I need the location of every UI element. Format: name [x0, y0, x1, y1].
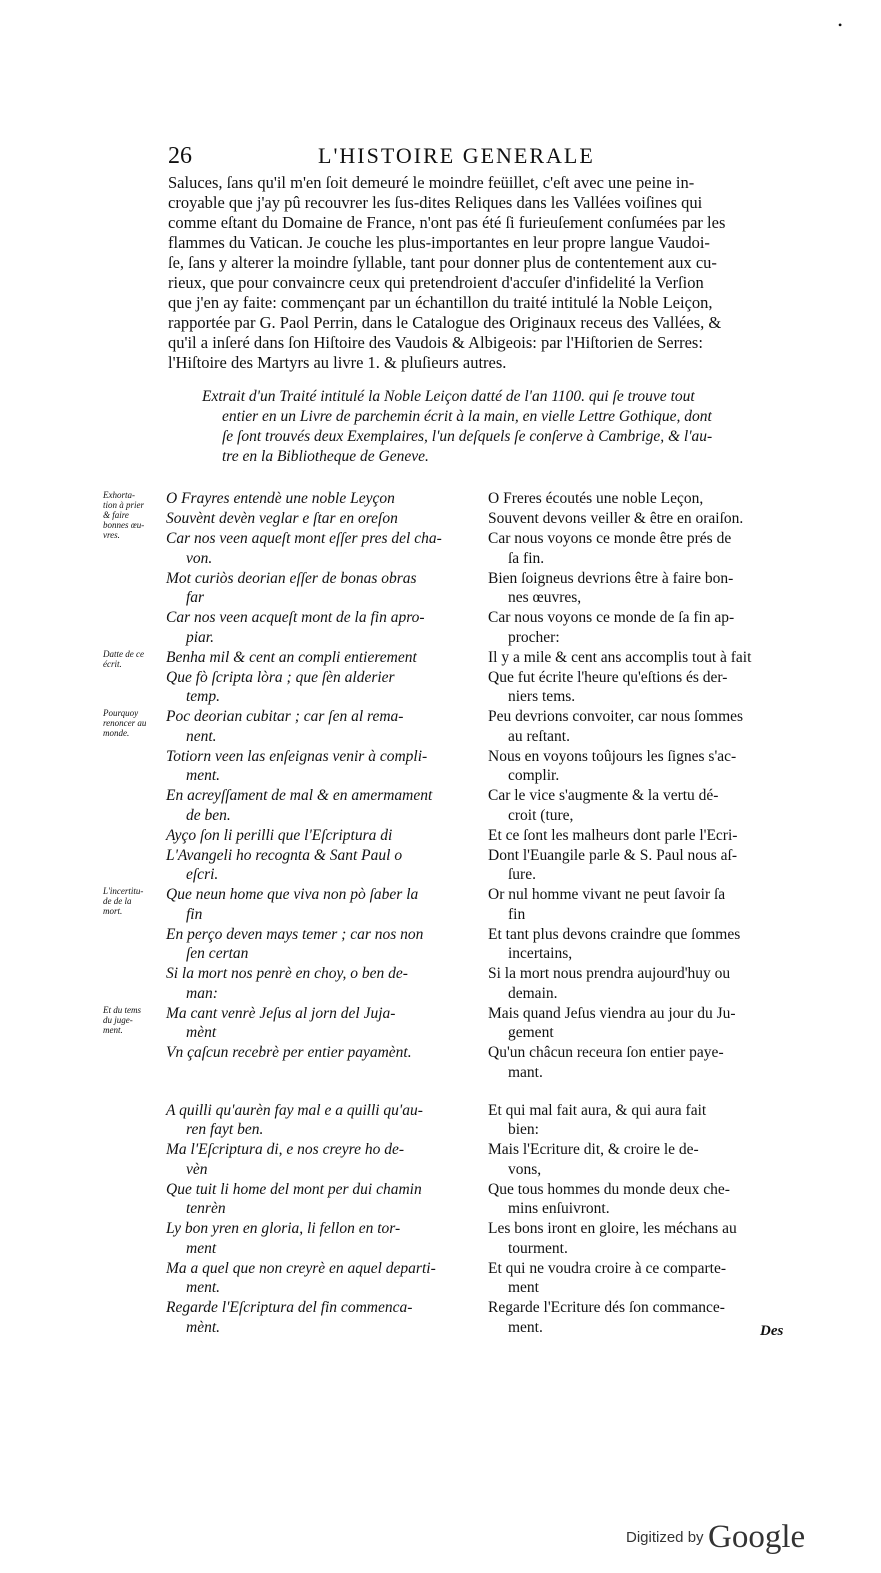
- verse-line: Bien ſoigneus devrions être à faire bon-: [488, 569, 734, 587]
- verse-line: En acreyſſament de mal & en amermament: [166, 787, 433, 804]
- verse-line: En perço deven mays temer ; car nos non: [166, 925, 424, 943]
- verse-line: Et ce ſont les malheurs dont parle l'Ecri-: [488, 826, 738, 844]
- extract-line: Extrait d'un Traité intitulé la Noble Leiçon datté de l'an 1100. qui ſe trouve tout: [202, 388, 695, 405]
- side-note-line: du juge-: [103, 1014, 133, 1025]
- corner-mark-icon: •: [838, 18, 843, 32]
- verse-line: Ma a quel que non creyrè en aquel departi-: [166, 1259, 436, 1277]
- verse-line: eſcri.: [186, 866, 219, 883]
- french-verse: [488, 846, 808, 885]
- occitan-verse: [166, 509, 476, 529]
- side-note-line: bonnes œu-: [103, 520, 145, 530]
- french-verse: [488, 509, 808, 529]
- french-verse: [488, 569, 808, 608]
- side-note-line: vres.: [103, 530, 120, 540]
- verse-line: von.: [186, 549, 213, 567]
- side-note-line: monde.: [103, 728, 130, 738]
- occitan-verse: [166, 1101, 476, 1140]
- french-verse: [488, 964, 808, 1003]
- french-verse: [488, 1101, 808, 1140]
- verse-line: Peu devrions convoiter, car nous ſommes: [488, 708, 744, 725]
- verse-line: Si la mort nos penrè en choy, o ben de-: [166, 965, 408, 982]
- french-verse: [488, 489, 808, 509]
- intro-line: rapportée par G. Paol Perrin, dans le Catalogue des Originaux receus des Vallées, &: [168, 313, 722, 332]
- french-verse: [488, 668, 808, 707]
- french-verse: [488, 608, 808, 647]
- verse-line: far: [186, 589, 205, 606]
- side-note: [103, 490, 167, 540]
- verse-line: Nous en voyons toûjours les ſignes s'ac-: [488, 747, 737, 765]
- verse-line: ſen certan: [186, 945, 249, 962]
- page-number: 26: [168, 143, 192, 169]
- verse-line: au reſtant.: [508, 727, 570, 745]
- verse-line: Que fò ſcripta lòra ; que ſèn alderier: [166, 668, 395, 686]
- occitan-verse: [166, 1140, 476, 1179]
- side-note-line: ment.: [103, 1024, 123, 1035]
- verse-line: croit (ture,: [508, 806, 574, 824]
- intro-line: rieux, que pour convaincre ceux qui pretendroient d'accuſer d'infidelité la Verſion: [168, 273, 704, 292]
- verse-line: Regarde l'Eſcriptura del fin commenca-: [166, 1299, 413, 1316]
- french-verse: [488, 1180, 808, 1219]
- intro-line: flammes du Vatican. Je couche les plus-importantes en leur propre langue Vaudoi-: [168, 233, 710, 252]
- french-verse: [488, 1219, 808, 1258]
- verse-line: incertains,: [508, 945, 573, 962]
- extract-heading: [202, 387, 808, 467]
- verse-line: mènt: [186, 1024, 217, 1041]
- verse-line: fin: [508, 905, 526, 923]
- verse-line: tenrèn: [186, 1200, 226, 1217]
- verse-line: Et qui mal fait aura, & qui aura fait: [488, 1101, 707, 1119]
- occitan-verse: [166, 529, 476, 568]
- verse-line: ment: [186, 1239, 217, 1257]
- occitan-verse: [166, 668, 476, 707]
- side-note-line: de de la: [103, 896, 132, 906]
- verse-line: Ma l'Eſcriptura di, e nos creyre ho de-: [166, 1141, 405, 1158]
- occitan-verse: [166, 489, 476, 509]
- verse-line: mènt.: [186, 1318, 221, 1336]
- extract-line: tre en la Bibliotheque de Geneve.: [222, 448, 429, 465]
- verse-line: Qu'un châcun receura ſon entier paye-: [488, 1044, 724, 1061]
- verse-line: ment: [508, 1279, 539, 1296]
- occitan-verse: [166, 925, 476, 964]
- verse-line: Ayço ſon li perilli que l'Eſcriptura di: [166, 826, 393, 844]
- french-verse: [488, 1043, 808, 1082]
- intro-line: qu'il a inſeré dans ſon Hiſtoire des Vaudois & Albigeois: par l'Hiſtorien de Serres:: [168, 333, 703, 352]
- verse-line: vons,: [508, 1160, 542, 1178]
- occitan-verse: [166, 608, 476, 647]
- verse-line: Souvènt devèn veglar e ſtar en oreſon: [166, 510, 398, 527]
- occitan-verse: [166, 1180, 476, 1219]
- french-verse: [488, 1259, 808, 1298]
- verse-line: Car le vice s'augmente & la vertu dé-: [488, 787, 719, 804]
- verse-line: Que tous hommes du monde deux che-: [488, 1180, 730, 1198]
- page-header: [168, 143, 668, 171]
- french-verse: [488, 885, 808, 924]
- occitan-verse: [166, 1043, 476, 1063]
- verse-line: Ly bon yren en gloria, li fellon en tor-: [166, 1220, 401, 1237]
- verse-line: Mais quand Jeſus viendra au jour du Ju-: [488, 1004, 736, 1022]
- intro-line: Saluces, ſans qu'il m'en ſoit demeuré le moindre feüillet, c'eſt avec une peine in-: [168, 173, 695, 192]
- footer-prefix: Digitized by: [626, 1529, 704, 1546]
- verse-line: gement: [508, 1024, 554, 1041]
- verse-line: Mot curiòs deorian eſſer de bonas obras: [166, 569, 417, 587]
- side-note-line: Et du tems: [103, 1004, 141, 1015]
- side-note-line: L'incertitu-: [103, 886, 144, 896]
- verse-line: Mais l'Ecriture dit, & croire le de-: [488, 1141, 699, 1158]
- verse-line: procher:: [508, 628, 560, 646]
- verse-line: Et tant plus devons craindre que ſommes: [488, 925, 741, 943]
- footer-brand: Google: [708, 1519, 806, 1555]
- verse-line: tourment.: [508, 1239, 568, 1257]
- occitan-verse: [166, 569, 476, 608]
- side-note-line: Pourquoy: [103, 708, 139, 718]
- occitan-verse: [166, 786, 476, 825]
- verse-line: Que neun home que viva non pò ſaber la: [166, 886, 419, 903]
- verse-line: complir.: [508, 767, 560, 784]
- verse-line: Souvent devons veiller & être en oraiſon.: [488, 510, 744, 527]
- verse-line: Car nous voyons ce monde être prés de: [488, 530, 732, 547]
- verse-line: Que fut écrite l'heure qu'eſtions és der-: [488, 668, 728, 686]
- side-note: [103, 708, 167, 738]
- verse-line: nent.: [186, 727, 217, 745]
- french-verse: [488, 1004, 808, 1043]
- side-note-line: renoncer au: [103, 718, 147, 728]
- verse-line: Que tuit li home del mont per dui chamin: [166, 1180, 422, 1198]
- verse-line: niers tems.: [508, 688, 576, 705]
- verse-line: de ben.: [186, 806, 231, 824]
- verse-line: Totiorn veen las enſeignas venir à compli-: [166, 747, 428, 765]
- verse-line: Et qui ne voudra croire à ce comparte-: [488, 1259, 726, 1277]
- verse-line: mins enſuivront.: [508, 1200, 610, 1217]
- verse-line: ment.: [186, 767, 221, 784]
- side-note: [103, 886, 167, 916]
- intro-line: ſe, ſans y alterer la moindre ſyllable, tant pour donner plus de contentement aux cu-: [168, 253, 717, 272]
- extract-line: entier en un Livre de parchemin écrit à la main, en vielle Lettre Gothique, dont: [222, 408, 712, 425]
- side-note-line: mort.: [103, 906, 123, 916]
- verse-line: temp.: [186, 688, 221, 705]
- intro-line: l'Hiſtoire des Martyrs au livre 1. & pluſieurs autres.: [168, 353, 507, 372]
- side-note-line: & faire: [103, 510, 129, 520]
- verse-line: ſure.: [508, 866, 536, 883]
- intro-line: comme eſtant du Domaine de France, n'ont pas été ſi furieuſement conſumées par les: [168, 213, 726, 232]
- verse-line: Benha mil & cent an compli entierement: [166, 648, 417, 666]
- intro-paragraph: [168, 173, 811, 373]
- intro-line: croyable que j'ay pû recouvrer les ſus-dites Reliques dans les Vallées voiſines qui: [168, 193, 703, 212]
- verse-line: ment.: [508, 1318, 543, 1336]
- verse-line: A quilli qu'aurèn fay mal e a quilli qu'au-: [166, 1101, 423, 1119]
- verse-line: Les bons iront en gloire, les méchans au: [488, 1220, 737, 1237]
- occitan-verse: [166, 826, 476, 846]
- side-note: [103, 1005, 167, 1035]
- french-verse: [488, 786, 808, 825]
- verse-line: ment.: [186, 1279, 221, 1296]
- verse-line: Il y a mile & cent ans accomplis tout à fait: [488, 648, 752, 666]
- occitan-verse: [166, 1004, 476, 1043]
- verse-line: bien:: [508, 1121, 539, 1138]
- verse-line: Regarde l'Ecriture dés ſon commance-: [488, 1299, 725, 1316]
- occitan-verse: [166, 846, 476, 885]
- verse-line: L'Avangeli ho recognta & Sant Paul o: [166, 846, 403, 864]
- verse-line: piar.: [186, 628, 214, 646]
- french-verse: [488, 529, 808, 568]
- french-verse: [488, 925, 808, 964]
- verse-line: mant.: [508, 1063, 543, 1081]
- verse-line: nes œuvres,: [508, 589, 582, 606]
- french-verse: [488, 826, 808, 846]
- verse-line: Car nos veen acqueſt mont de la fin apro-: [166, 609, 425, 626]
- verse-line: Poc deorian cubitar ; car ſen al rema-: [166, 708, 404, 725]
- side-note-line: Datte de ce: [103, 648, 144, 659]
- occitan-verse: [166, 1298, 476, 1337]
- verse-line: ſa fin.: [508, 549, 545, 567]
- side-note: [103, 649, 167, 669]
- verse-line: O Freres écoutés une noble Leçon,: [488, 490, 704, 507]
- verse-line: Ma cant venrè Jeſus al jorn del Juja-: [166, 1004, 396, 1022]
- verse-line: vèn: [186, 1160, 208, 1178]
- occitan-verse: [166, 648, 476, 668]
- catchword: Des: [760, 1323, 784, 1339]
- running-title: L'HISTOIRE GENERALE: [318, 143, 595, 168]
- verse-line: Dont l'Euangile parle & S. Paul nous aſ-: [488, 846, 738, 864]
- side-note-line: écrit.: [103, 658, 122, 669]
- verse-line: O Frayres entendè une noble Leyçon: [166, 490, 395, 507]
- french-verse: [488, 648, 808, 668]
- occitan-verse: [166, 707, 476, 746]
- intro-line: que j'en ay faite: commençant par un échantillon du traité intitulé la Noble Leiçon,: [168, 293, 713, 312]
- french-verse: [488, 747, 808, 786]
- verse-line: Vn çaſcun recebrè per entier payamènt.: [166, 1044, 412, 1061]
- occitan-verse: [166, 747, 476, 786]
- digitized-footer: [626, 1519, 805, 1556]
- extract-line: ſe ſont trouvés deux Exemplaires, l'un deſquels ſe conſerve à Cambrige, & l'au-: [222, 428, 713, 445]
- occitan-verse: [166, 1259, 476, 1298]
- verse-line: fin: [186, 905, 203, 923]
- french-verse: [488, 707, 808, 746]
- french-verse: [488, 1140, 808, 1179]
- verse-line: Si la mort nous prendra aujourd'huy ou: [488, 965, 731, 982]
- verse-line: Car nous voyons ce monde de ſa fin ap-: [488, 609, 735, 626]
- occitan-verse: [166, 1219, 476, 1258]
- side-note-line: Exhorta-: [103, 490, 135, 500]
- occitan-verse: [166, 964, 476, 1003]
- verse-line: ren fayt ben.: [186, 1121, 264, 1138]
- verse-line: man:: [186, 984, 218, 1002]
- occitan-verse: [166, 885, 476, 924]
- side-note-line: tion à prier: [103, 500, 145, 510]
- verse-line: Or nul homme vivant ne peut ſavoir ſa: [488, 886, 726, 903]
- verse-line: Car nos veen aqueſt mont eſſer pres del cha-: [166, 530, 442, 547]
- verse-line: demain.: [508, 984, 558, 1002]
